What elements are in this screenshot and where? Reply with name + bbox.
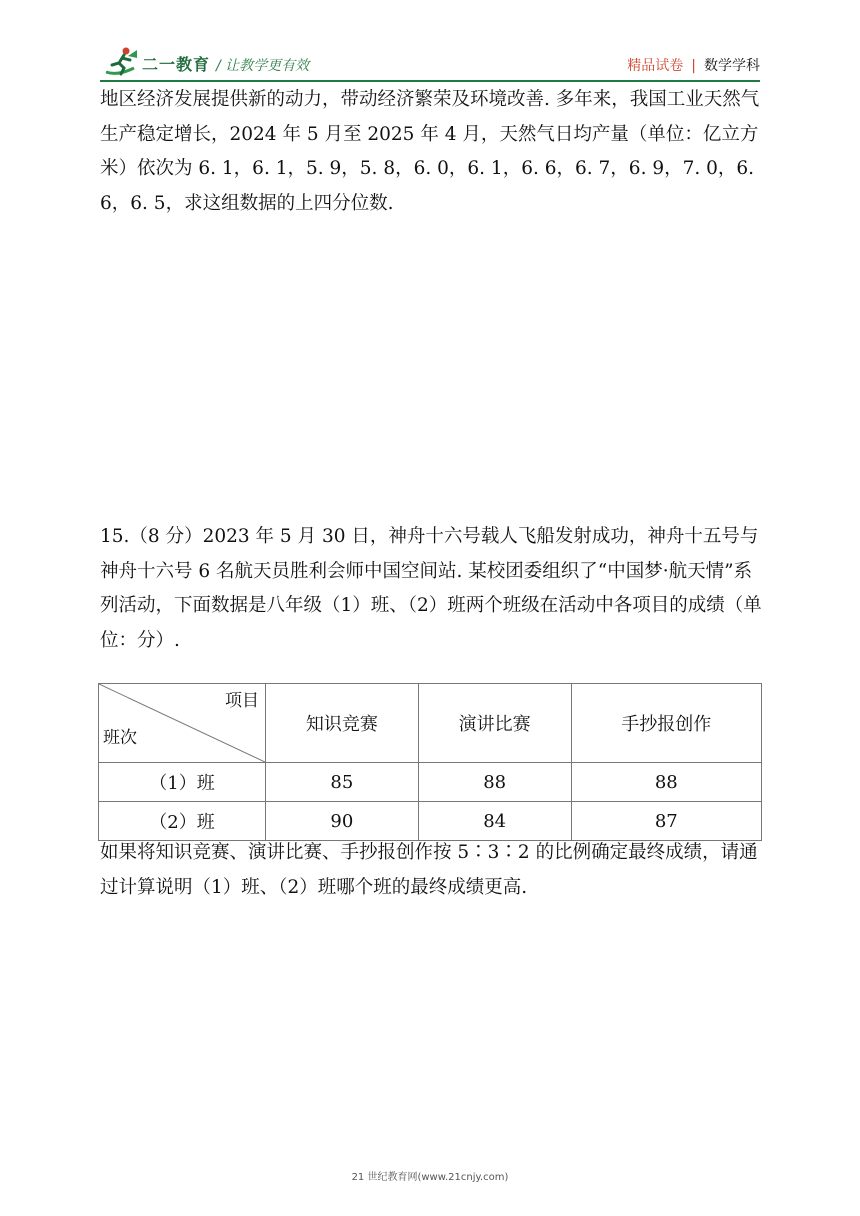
tag-separator: |: [691, 58, 696, 74]
tag-subject: 数学学科: [704, 58, 760, 74]
page-header: [0, 0, 860, 90]
brand-slogan: / 让教学更有效: [216, 58, 310, 74]
column-header: 演讲比赛: [418, 684, 571, 763]
table-cell: 88: [571, 763, 761, 802]
row-label: （1）班: [99, 763, 266, 802]
column-header: 手抄报创作: [571, 684, 761, 763]
page-footer: 21 世纪教育网(www.21cnjy.com): [351, 1172, 509, 1183]
corner-label-item: 项目: [225, 691, 259, 711]
runner-icon: [104, 46, 140, 78]
table-cell: 84: [418, 802, 571, 841]
header-tags: [627, 55, 760, 75]
score-table: [98, 683, 762, 841]
problem-15-question: 如果将知识竞赛、演讲比赛、手抄报创作按 5∶3∶2 的比例确定最终成绩，请通过计算说明（1）班、（2）班哪个班的最终成绩更高.: [100, 842, 758, 898]
row-label: （2）班: [99, 802, 266, 841]
problem-14-text: 地区经济发展提供新的动力，带动经济繁荣及环境改善. 多年来，我国工业天然气生产稳定增长，2024 年 5 月至 2025 年 4 月，天然气日均产量（单位：亿立方米）依次为 6. 1，6. 1，5. 9，5. 8，6. 0，6. 1，6. 6，6. 7，6. 9，7. 0，6. 6，6. 5，求这组数据的上四分位数.: [100, 89, 760, 214]
table-corner-cell: [99, 684, 266, 763]
table-cell: 90: [266, 802, 419, 841]
table-row: [99, 802, 762, 841]
header-divider: [100, 80, 760, 82]
table-cell: 87: [571, 802, 761, 841]
column-header: 知识竞赛: [266, 684, 419, 763]
brand-name: 二一教育: [142, 55, 211, 74]
table-cell: 88: [418, 763, 571, 802]
table-cell: 85: [266, 763, 419, 802]
corner-label-class: 班次: [103, 728, 137, 748]
problem-15-intro: 15.（8 分）2023 年 5 月 30 日，神舟十六号载人飞船发射成功，神舟十五号与神舟十六号 6 名航天员胜利会师中国空间站. 某校团委组织了“中国梦·航天情”系列活动，下面数据是八年级（1）班、（2）班两个班级在活动中各项目的成绩（单位：分）.: [100, 526, 762, 651]
tag-primary: 精品试卷: [627, 58, 684, 74]
table-row: [99, 763, 762, 802]
table-header-row: [99, 684, 762, 763]
